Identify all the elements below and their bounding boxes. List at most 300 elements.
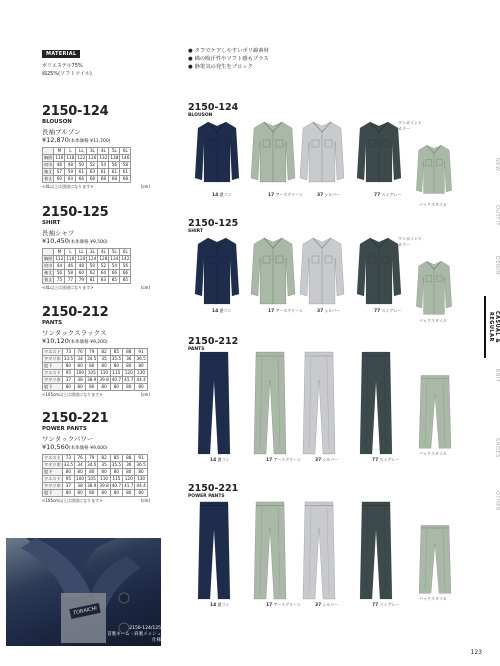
size-table-row [43,462,148,469]
size-table-cell: 36 [123,356,135,363]
size-table-cell: ウエスト [44,349,61,354]
color-name: アースグリーン [273,602,302,607]
size-table-cell: 56 [109,162,120,169]
size-table-cell: 80 [98,363,110,370]
one-point-color-label: ワンポイントカラー [398,120,422,131]
size-table-cell: 44 [54,263,65,270]
side-tab-outfit[interactable]: OUTFIT [494,205,500,227]
size-table-cell: 77 [65,277,76,284]
size-table-cell: 82 [98,349,110,356]
color-caption [374,308,402,314]
size-table-cell: 股下 [43,469,63,476]
color-caption [268,308,303,314]
size-table-cell: 60 [76,270,87,277]
size-table-cell: 60 [54,176,65,183]
size-table-row [43,148,131,155]
size-table-cell: 73 [62,455,74,462]
size-table-cell: 5L [109,249,120,256]
size-table-cell: 116 [55,155,64,160]
size-table-cell: ワタリ巾 [44,356,61,361]
shirt-swatch [299,234,345,310]
back-style-view [415,374,455,453]
size-table-cell: 着丈 [44,277,53,282]
section-code: 2150-125 [188,218,239,229]
pants-swatch [250,500,290,604]
shirt-swatch [250,234,296,310]
size-table-cell: 83 [98,277,109,284]
garment-pants-illustration [356,350,396,455]
size-table-row [43,176,131,183]
size-table-cell: 88 [123,349,135,356]
size-table-cell: ワタリ巾 [44,483,61,488]
size-table-row [43,469,148,476]
size-table-cell: ワタリ巾 [44,377,61,382]
color-name: シルバー [322,602,339,607]
color-number: 14 [210,603,217,608]
size-table-cell: 79 [86,455,98,462]
size-table-cell [43,249,54,256]
size-table-cell: 50 [76,162,87,169]
size-table-cell: 38.9 [87,483,97,488]
size-table-cell: 80 [110,490,122,497]
size-table-cell: 120 [77,256,86,261]
color-number: 17 [266,458,273,463]
product-code: 2150-124 [42,104,109,119]
size-table-row [43,455,148,462]
unit-label: (cm) [140,498,150,503]
size-table-cell: 80 [86,384,98,391]
size-table-cell: 80 [98,469,110,476]
photo-caption-text: 首裏ネーム・肩裏メッシュ仕様 [107,632,161,643]
size-table-cell: LL [76,148,87,155]
price-note: (本体価格 ¥11,700) [68,139,111,144]
product-name: 長袖ブルゾン [42,128,81,136]
size-table-cell [43,148,54,155]
size-table-cell: 146 [121,155,130,160]
size-table-row [43,263,131,270]
section-code: 2150-221 [188,483,239,494]
color-number: 14 [212,309,219,314]
color-caption [317,192,340,198]
size-table-cell: M [54,249,65,256]
size-table-cell: 134 [110,256,119,261]
size-note: <105cm以上は別途になります> [42,392,103,397]
back-style-illustration [415,524,455,594]
size-table-cell: 110 [98,476,110,483]
size-table-cell: 34 [75,462,86,469]
color-caption [315,602,338,608]
size-table-row [43,363,148,370]
color-name: アースグリーン [275,192,304,197]
size-table-cell: 80 [110,469,122,476]
color-caption [317,308,340,314]
size-table-row [43,490,148,497]
size-table-cell: 80 [62,363,74,370]
size-table-cell: 6L [120,148,131,155]
color-number: 77 [372,458,379,463]
back-style-illustration [415,374,455,449]
garment-top-illustration [194,118,240,190]
size-table-cell: 61 [76,169,87,176]
color-number: 17 [266,603,273,608]
color-caption [372,602,400,608]
back-style-caption: バックスタイル [419,202,447,207]
size-table-cell: 105 [86,370,98,377]
unit-label: (cm) [140,184,150,189]
price-value: ¥10,450 [42,237,69,245]
garment-top-illustration [250,234,296,306]
size-table-cell: 52 [98,263,109,270]
product-spec-block [42,205,152,291]
size-table-row [43,270,131,277]
color-name: 濃コン [217,602,230,607]
color-number: 77 [372,603,379,608]
size-table-cell: 36 [123,462,135,469]
size-table-cell: ウエスト [44,455,61,460]
size-table-cell: 66 [120,270,131,277]
color-caption [210,457,230,463]
size-table-row [43,162,131,169]
feature-item: ● 綿の吸汗性やソフト感もプラス [188,55,269,63]
garment-pants-illustration [194,350,234,455]
size-table-cell: 59 [65,169,76,176]
size-table-cell: 68 [87,176,98,183]
size-table-cell: 66 [109,270,120,277]
product-code: 2150-212 [42,305,109,320]
size-table-cell: 5L [109,148,120,155]
size-table-cell: 37 [62,483,74,490]
feature-item: ● 静電気の発生をブロック [188,63,269,71]
size-table-cell: 40.7 [111,483,122,488]
size-note: <105cm以上は別途になります> [42,498,103,503]
size-table-cell: 3L [87,148,98,155]
size-table-cell: 110 [98,370,110,377]
blouson-swatch [356,118,402,194]
side-tab-new[interactable]: NEW [494,158,500,172]
size-table-cell: 袖丈 [44,270,53,275]
size-table-cell: 35.5 [111,356,122,361]
product-type: BLOUSON [42,119,72,125]
size-table-row [43,377,148,384]
product-spec-block [42,104,152,190]
size-table-cell: ウエスト [44,370,61,375]
garment-pants-illustration [194,500,234,600]
size-table-cell: 38 [75,377,86,384]
color-caption [266,602,301,608]
color-number: 77 [374,309,381,314]
size-table-cell: 54 [98,162,109,169]
size-table-cell: 80 [123,384,135,391]
size-table-cell: 46 [54,162,65,169]
size-table-row [43,483,148,490]
size-table-cell: 33.5 [63,462,74,467]
color-number: 37 [315,603,322,608]
size-table-cell: 115 [110,370,122,377]
color-number: 77 [374,193,381,198]
back-style-caption: バックスタイル [419,318,447,323]
size-table-cell: 44.4 [136,377,146,382]
size-table [42,147,131,183]
product-price [42,237,152,245]
size-table-cell: L [65,249,76,256]
color-name: スミグレー [379,602,400,607]
size-table-row [43,384,148,391]
section-type: PANTS [188,347,205,352]
color-name: 濃コン [217,457,230,462]
color-caption [210,602,230,608]
pants-swatch [250,350,290,459]
product-spec-block [42,411,152,504]
garment-pants-illustration [356,500,396,600]
size-table-cell: ワタリ巾 [44,462,61,467]
size-table-cell: 128 [99,256,108,261]
size-table-cell: 34.5 [87,356,97,361]
size-table-cell: 35 [98,462,110,469]
size-table-row [43,476,148,483]
size-table-cell: 118 [66,155,75,160]
back-style-view [415,142,453,204]
size-table-cell: 124 [88,256,97,261]
garment-top-illustration [356,118,402,190]
blouson-swatch [299,118,345,194]
color-name: アースグリーン [273,457,302,462]
garment-pants-illustration [299,500,339,600]
size-table-cell: 120 [123,370,135,377]
product-type: SHIRT [42,220,61,226]
size-table-cell: 80 [135,490,147,497]
pants-swatch [299,500,339,604]
size-table-cell: 66 [76,176,87,183]
color-caption [212,192,232,198]
size-table-cell: 58 [65,270,76,277]
size-table-cell: 80 [98,384,110,391]
size-table-cell: 79 [76,277,87,284]
size-table-cell: 80 [110,384,122,391]
color-name: シルバー [324,308,341,313]
size-table-cell: 50 [87,263,98,270]
color-number: 37 [317,309,324,314]
product-price [42,337,152,345]
size-table-cell: 36.5 [136,356,146,361]
color-number: 14 [210,458,217,463]
size-table-cell: 33.5 [63,356,74,361]
pants-swatch [194,350,234,459]
product-type: POWER PANTS [42,426,87,432]
size-table-cell: 81 [87,277,98,284]
size-table-cell: 39.8 [99,377,109,382]
color-number: 17 [268,309,275,314]
color-name: 濃コン [219,308,232,313]
size-table-cell: 68 [109,176,120,183]
size-table-cell: 100 [76,476,85,481]
size-table-cell: 95 [62,476,74,483]
size-table-cell: 股下 [43,363,63,370]
size-note: <4L以上は別途になります> [42,285,94,290]
price-value: ¥12,870 [42,136,69,144]
size-table-row [43,370,148,377]
product-name: ワンタックパワー [42,435,94,443]
color-caption [266,457,301,463]
color-caption [315,457,338,463]
product-name: ワンタックスラックス [42,329,107,337]
garment-top-illustration [299,234,345,306]
size-table-cell: M [54,148,65,155]
color-caption [212,308,232,314]
size-table-cell: 61 [98,169,109,176]
size-table-cell: 44.4 [136,483,146,488]
size-table-cell: 58 [120,162,131,169]
size-table-cell: 80 [62,384,74,391]
size-table-cell: 80 [123,490,135,497]
size-table-cell: 138 [110,155,119,160]
size-table-cell: L [65,148,76,155]
size-table-cell: 37 [62,377,74,384]
size-table-cell: 80 [110,363,122,370]
size-table-cell: 肩巾 [44,263,53,268]
size-table-cell: 35 [98,356,110,363]
blouson-swatch [250,118,296,194]
size-table-cell: 68 [120,176,131,183]
size-table-cell: 39.8 [99,483,109,488]
size-table-cell: 76 [75,455,86,462]
size-table-cell: 85 [110,455,122,462]
size-table-cell: 122 [77,155,86,160]
size-table-cell: 80 [86,363,98,370]
brand-label: TORAICHI [69,603,101,619]
size-table-cell: 91 [135,349,147,356]
size-table-cell: 40.7 [111,377,122,382]
back-style-caption: バックスタイル [419,451,447,456]
size-table-cell: 91 [135,455,147,462]
size-table-cell: 80 [62,469,74,476]
size-table-cell: 胸囲 [44,256,53,261]
pants-swatch [356,350,396,459]
photo-caption [106,626,161,643]
size-table-cell: 63 [87,169,98,176]
size-note: <4L以上は別途になります> [42,184,94,189]
size-table-cell: 62 [87,270,98,277]
photo-caption-code: 2150-124/125 [129,626,161,631]
size-table-cell: 120 [123,476,135,483]
garment-pants-illustration [299,350,339,455]
size-table-cell: 85 [109,277,120,284]
size-table-cell: 54 [109,263,120,270]
size-table-cell: 80 [75,469,86,476]
size-table-cell: 35.5 [111,462,122,467]
section-type: POWER PANTS [188,494,225,499]
section-type: SHIRT [188,229,204,234]
size-table-row [43,356,148,363]
size-table-cell: 61 [120,169,131,176]
garment-top-illustration [250,118,296,190]
blouson-swatch [194,118,240,194]
size-table-cell: 142 [121,256,130,261]
product-spec-block [42,305,152,398]
size-table-cell: 36.5 [136,462,146,467]
size-table-cell: 88 [123,455,135,462]
size-table-cell: 115 [110,476,122,483]
section-header [188,102,238,118]
back-style-illustration [415,142,453,200]
size-table-cell: 80 [135,363,147,370]
size-table-cell: 130 [135,476,147,483]
size-table-cell: 80 [86,469,98,476]
color-name: シルバー [322,457,339,462]
size-table-row [43,249,131,256]
size-table-cell: 64 [65,176,76,183]
size-table-cell: 105 [86,476,98,483]
size-table-cell: 股下 [43,384,63,391]
size-table [42,248,131,284]
color-caption [372,457,400,463]
size-table-cell: 80 [75,363,86,370]
size-table-cell: 48 [65,162,76,169]
size-table-cell: 80 [75,490,86,497]
garment-pants-illustration [250,500,290,600]
size-table-cell: 116 [66,256,75,261]
back-style-illustration [415,258,453,316]
size-table-cell: 82 [98,455,110,462]
size-table-cell: 80 [123,469,135,476]
pants-swatch [194,500,234,604]
color-name: スミグレー [381,308,402,313]
size-table-cell: 80 [62,490,74,497]
side-tab-knit[interactable]: KNIT [494,369,500,383]
size-table-cell: 100 [76,370,85,375]
size-table-cell: 75 [54,277,65,284]
size-table-cell: 80 [98,490,110,497]
size-table-cell: 80 [135,384,147,391]
back-style-caption: バックスタイル [419,596,447,601]
section-type: BLOUSON [188,113,213,118]
size-table-row [43,169,131,176]
price-value: ¥10,120 [42,337,69,345]
size-table-cell: 34.5 [87,462,97,467]
size-table-cell: 41.7 [124,483,134,488]
side-tab-denim[interactable]: DENIM [494,256,500,276]
size-table-cell: 46 [65,263,76,270]
size-table-cell: 52 [87,162,98,169]
size-table-cell: 48 [76,263,87,270]
size-table-cell: 130 [135,370,147,377]
size-table [42,454,148,497]
material-line-2: 綿25%(ソフトツイル) [42,71,92,77]
size-table [42,348,148,391]
size-table-cell: 57 [54,169,65,176]
color-number: 37 [315,458,322,463]
size-table-cell: 64 [98,270,109,277]
unit-label: (cm) [140,392,150,397]
size-table-cell: 4L [98,249,109,256]
product-code: 2150-125 [42,205,109,220]
section-code: 2150-124 [188,102,239,113]
side-tab-other[interactable]: OTHER [494,491,500,511]
garment-top-illustration [299,118,345,190]
color-caption [268,192,303,198]
size-table-cell: LL [76,249,87,256]
size-table-cell: 95 [62,370,74,377]
page-number: 123 [470,649,482,656]
pants-swatch [299,350,339,459]
side-tab-casual-regular[interactable]: CASUAL & REGULAR [484,296,500,358]
size-table-cell: 85 [110,349,122,356]
color-name: シルバー [324,192,341,197]
garment-top-illustration [356,234,402,306]
size-table-cell: 袖丈 [44,169,53,174]
size-table-cell: 80 [86,490,98,497]
unit-label: (cm) [140,285,150,290]
side-tab-shoes[interactable]: SHOES [494,438,500,458]
